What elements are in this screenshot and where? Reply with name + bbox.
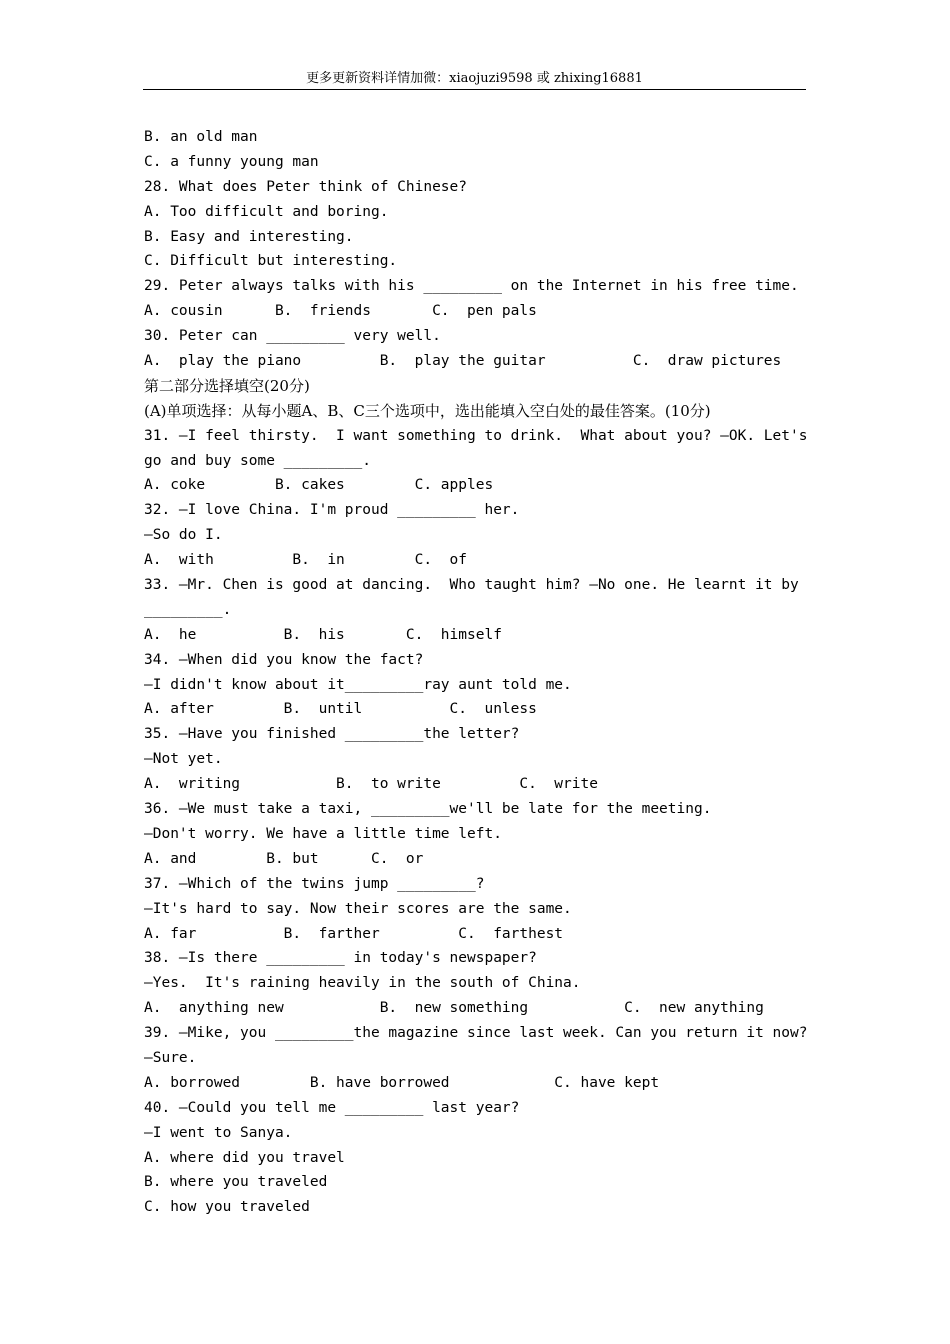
text-line: 28. What does Peter think of Chinese?	[144, 178, 468, 195]
text-line: —Sure.	[144, 1049, 197, 1066]
page-header: 更多更新资料详情加微：xiaojuzi9598 或 zhixing16881	[143, 70, 806, 90]
text-line: A. he B. his C. himself	[144, 626, 502, 643]
text-line: —So do I.	[144, 527, 223, 544]
text-line: A. Too difficult and boring.	[144, 203, 389, 220]
text-line: (A)单项选择：从每小题A、B、C三个选项中，选出能填入空白处的最佳答案。(10分)	[144, 401, 711, 420]
text-line: C. Difficult but interesting.	[144, 253, 398, 270]
text-line: 32. —I love China. I'm proud _________ her.	[144, 502, 520, 519]
text-line: 38. —Is there _________ in today's newspaper?	[144, 950, 537, 967]
text-line: B. an old man	[144, 129, 258, 145]
text-line: go and buy some _________.	[144, 452, 371, 469]
text-line: —I didn't know about it_________ray aunt told me.	[144, 676, 572, 693]
text-line: A. where did you travel	[144, 1149, 345, 1166]
text-line: —Yes. It's raining heavily in the south of China.	[144, 975, 581, 992]
text-line: 34. —When did you know the fact?	[144, 651, 424, 668]
text-line: 第二部分选择填空(20分)	[144, 376, 310, 395]
text-line: 40. —Could you tell me _________ last year?	[144, 1099, 520, 1116]
text-line: A. with B. in C. of	[144, 552, 468, 569]
text-line: 39. —Mike, you _________the magazine since last week. Can you return it now?	[144, 1025, 808, 1042]
text-line: _________.	[144, 601, 232, 618]
text-line: A. far B. farther C. farthest	[144, 925, 564, 942]
text-line: C. a funny young man	[144, 153, 319, 170]
text-line: —I went to Sanya.	[144, 1124, 293, 1141]
text-line: —Not yet.	[144, 751, 223, 768]
text-line: 33. —Mr. Chen is good at dancing. Who taught him? —No one. He learnt it by	[144, 577, 799, 594]
text-line: A. anything new B. new something C. new anything	[144, 1000, 764, 1017]
text-line: A. coke B. cakes C. apples	[144, 477, 494, 494]
text-line: —Don't worry. We have a little time left.	[144, 825, 502, 842]
text-line: C. how you traveled	[144, 1199, 310, 1216]
text-line: A. after B. until C. unless	[144, 701, 537, 718]
text-line: A. borrowed B. have borrowed C. have kept	[144, 1074, 660, 1091]
text-line: 35. —Have you finished _________the letter?	[144, 726, 520, 743]
text-line: A. cousin B. friends C. pen pals	[144, 303, 537, 320]
text-line: B. where you traveled	[144, 1174, 328, 1191]
text-line: B. Easy and interesting.	[144, 228, 354, 245]
document-body	[144, 125, 808, 1220]
text-line: A. play the piano B. play the guitar C. draw pictures	[144, 353, 782, 370]
text-line: 36. —We must take a taxi, _________we'll be late for the meeting.	[144, 801, 712, 818]
text-line: A. writing B. to write C. write	[144, 776, 598, 793]
text-line: 31. —I feel thirsty. I want something to drink. What about you? —OK. Let's	[144, 427, 808, 444]
text-line: 37. —Which of the twins jump _________?	[144, 875, 485, 892]
text-line: A. and B. but C. or	[144, 850, 424, 867]
text-line: 29. Peter always talks with his _________ on the Internet in his free time.	[144, 278, 799, 295]
text-line: 30. Peter can _________ very well.	[144, 328, 441, 345]
text-line: —It's hard to say. Now their scores are the same.	[144, 900, 572, 917]
